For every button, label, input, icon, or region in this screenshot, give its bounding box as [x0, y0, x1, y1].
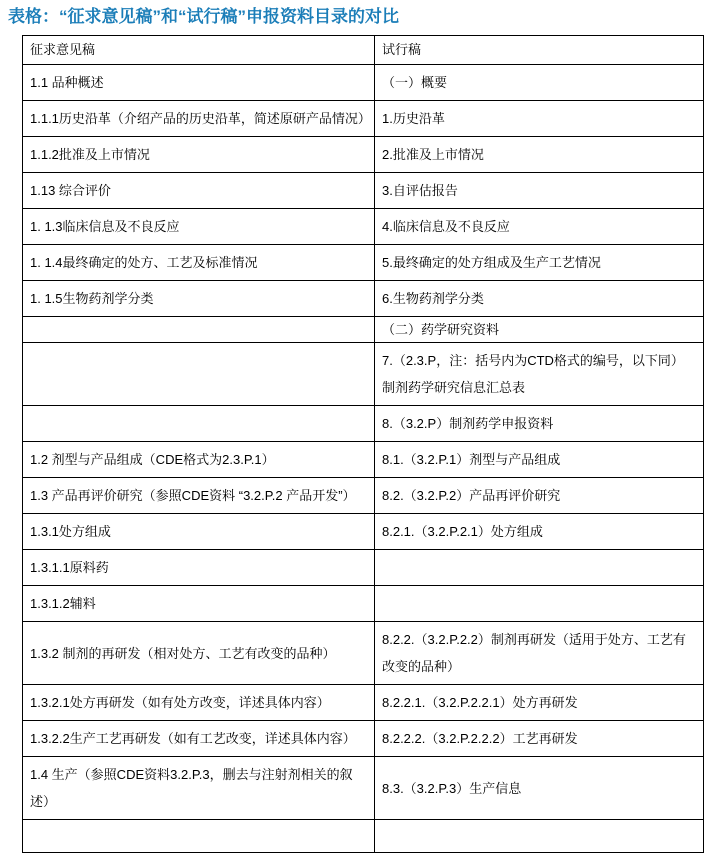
- cell-trial: 8.2.（3.2.P.2）产品再评价研究: [375, 478, 704, 514]
- table-row: [23, 550, 704, 586]
- cell-draft: [23, 820, 375, 853]
- cell-trial: 8.（3.2.P）制剂药学申报资料: [375, 406, 704, 442]
- table-header-row: [23, 36, 704, 65]
- table-row: [23, 586, 704, 622]
- cell-trial: （一）概要: [375, 65, 704, 101]
- table-row: [23, 478, 704, 514]
- table-row: [23, 281, 704, 317]
- cell-draft: 1. 1.4最终确定的处方、工艺及标准情况: [23, 245, 375, 281]
- table-row: [23, 137, 704, 173]
- cell-trial: 5.最终确定的处方组成及生产工艺情况: [375, 245, 704, 281]
- cell-trial: （二）药学研究资料: [375, 317, 704, 343]
- comparison-table: [22, 35, 704, 853]
- cell-draft: 1. 1.5生物药剂学分类: [23, 281, 375, 317]
- table-row: [23, 343, 704, 406]
- cell-draft: 1.3.1处方组成: [23, 514, 375, 550]
- table-row: [23, 245, 704, 281]
- cell-draft: 1.1 品种概述: [23, 65, 375, 101]
- cell-draft: 1.1.2批准及上市情况: [23, 137, 375, 173]
- table-row: [23, 209, 704, 245]
- cell-draft: [23, 406, 375, 442]
- cell-trial: 6.生物药剂学分类: [375, 281, 704, 317]
- table-row: [23, 442, 704, 478]
- table-row: [23, 757, 704, 820]
- table-row-partial: [23, 820, 704, 853]
- cell-trial: [375, 820, 704, 853]
- table-row: [23, 685, 704, 721]
- cell-draft: 1.4 生产（参照CDE资料3.2.P.3，删去与注射剂相关的叙述）: [23, 757, 375, 820]
- cell-draft: 1.3 产品再评价研究（参照CDE资料 “3.2.P.2 产品开发”）: [23, 478, 375, 514]
- cell-draft: 1. 1.3临床信息及不良反应: [23, 209, 375, 245]
- cell-draft: 1.3.2.2生产工艺再研发（如有工艺改变，详述具体内容）: [23, 721, 375, 757]
- cell-draft: 1.1.1历史沿革（介绍产品的历史沿革，简述原研产品情况）: [23, 101, 375, 137]
- cell-trial: 8.3.（3.2.P.3）生产信息: [375, 757, 704, 820]
- column-header-trial: 试行稿: [375, 36, 704, 65]
- cell-draft: [23, 343, 375, 406]
- cell-trial: 1.历史沿革: [375, 101, 704, 137]
- cell-trial: 7.（2.3.P，注：括号内为CTD格式的编号，以下同）制剂药学研究信息汇总表: [375, 343, 704, 406]
- cell-trial: 8.1.（3.2.P.1）剂型与产品组成: [375, 442, 704, 478]
- cell-draft: 1.2 剂型与产品组成（CDE格式为2.3.P.1）: [23, 442, 375, 478]
- table-row: [23, 101, 704, 137]
- table-row: [23, 173, 704, 209]
- table-row: [23, 65, 704, 101]
- cell-trial: [375, 586, 704, 622]
- cell-trial: 4.临床信息及不良反应: [375, 209, 704, 245]
- table-row: [23, 514, 704, 550]
- cell-trial: 8.2.2.（3.2.P.2.2）制剂再研发（适用于处方、工艺有改变的品种）: [375, 622, 704, 685]
- cell-trial: 3.自评估报告: [375, 173, 704, 209]
- cell-draft: 1.3.1.2辅料: [23, 586, 375, 622]
- cell-trial: 8.2.2.1.（3.2.P.2.2.1）处方再研发: [375, 685, 704, 721]
- cell-trial: 8.2.1.（3.2.P.2.1）处方组成: [375, 514, 704, 550]
- column-header-draft: 征求意见稿: [23, 36, 375, 65]
- cell-trial: [375, 550, 704, 586]
- article-page: [0, 7, 718, 809]
- cell-draft: [23, 317, 375, 343]
- cell-draft: 1.13 综合评价: [23, 173, 375, 209]
- cell-trial: 2.批准及上市情况: [375, 137, 704, 173]
- cell-draft: 1.3.2 制剂的再研发（相对处方、工艺有改变的品种）: [23, 622, 375, 685]
- table-row: [23, 721, 704, 757]
- table-row: [23, 317, 704, 343]
- page-title: 表格：“征求意见稿”和“试行稿”申报资料目录的对比: [8, 7, 399, 26]
- cell-draft: 1.3.1.1原料药: [23, 550, 375, 586]
- cell-trial: 8.2.2.2.（3.2.P.2.2.2）工艺再研发: [375, 721, 704, 757]
- table-row: [23, 622, 704, 685]
- cell-draft: 1.3.2.1处方再研发（如有处方改变，详述具体内容）: [23, 685, 375, 721]
- table-row: [23, 406, 704, 442]
